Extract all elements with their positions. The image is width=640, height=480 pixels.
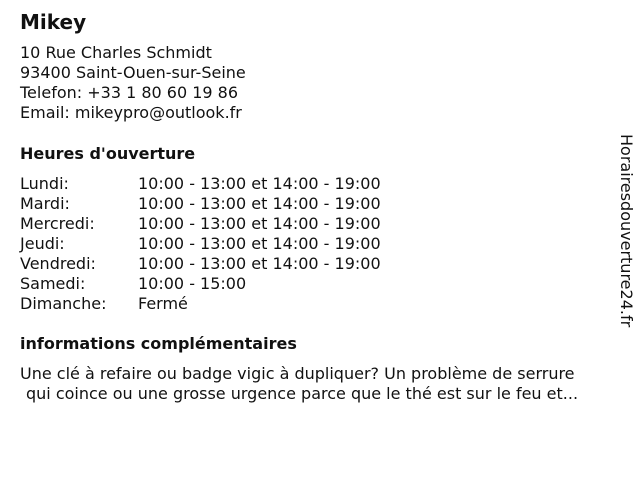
- info-line-1: Une clé à refaire ou badge vigic à dupliquer? Un problème de serrure: [20, 364, 575, 383]
- time-range: Fermé: [138, 294, 188, 313]
- info-description: [20, 364, 630, 404]
- hours-row-thursday: [20, 234, 381, 254]
- hours-row-friday: [20, 254, 381, 274]
- time-range: 10:00 - 15:00: [138, 274, 247, 293]
- time-range: 10:00 - 13:00 et 14:00 - 19:00: [138, 194, 381, 213]
- contact-block: [20, 43, 246, 123]
- hours-row-sunday: [20, 294, 381, 314]
- hours-row-saturday: [20, 274, 381, 294]
- address-line-1: 10 Rue Charles Schmidt: [20, 43, 212, 62]
- address-line-2: 93400 Saint-Ouen-sur-Seine: [20, 63, 246, 82]
- email-text: Email: mikeypro@outlook.fr: [20, 103, 242, 122]
- business-name: Mikey: [20, 10, 87, 34]
- day-label: Mercredi:: [20, 214, 95, 233]
- day-label: Jeudi:: [20, 234, 65, 253]
- time-range: 10:00 - 13:00 et 14:00 - 19:00: [138, 214, 381, 233]
- hours-row-wednesday: [20, 214, 381, 234]
- site-watermark: Horairesdouverture24.fr: [617, 134, 636, 328]
- time-range: 10:00 - 13:00 et 14:00 - 19:00: [138, 174, 381, 193]
- info-line-2: qui coince ou une grosse urgence parce que le thé est sur le feu et...: [26, 384, 579, 403]
- day-label: Lundi:: [20, 174, 69, 193]
- day-label: Dimanche:: [20, 294, 107, 313]
- time-range: 10:00 - 13:00 et 14:00 - 19:00: [138, 254, 381, 273]
- day-label: Samedi:: [20, 274, 86, 293]
- phone-text: Telefon: +33 1 80 60 19 86: [20, 83, 239, 102]
- time-range: 10:00 - 13:00 et 14:00 - 19:00: [138, 234, 381, 253]
- day-label: Mardi:: [20, 194, 70, 213]
- day-label: Vendredi:: [20, 254, 96, 273]
- info-heading: informations complémentaires: [20, 334, 297, 353]
- hours-heading: Heures d'ouverture: [20, 144, 196, 163]
- hours-row-monday: [20, 174, 381, 194]
- hours-row-tuesday: [20, 194, 381, 214]
- opening-hours-list: [20, 174, 381, 314]
